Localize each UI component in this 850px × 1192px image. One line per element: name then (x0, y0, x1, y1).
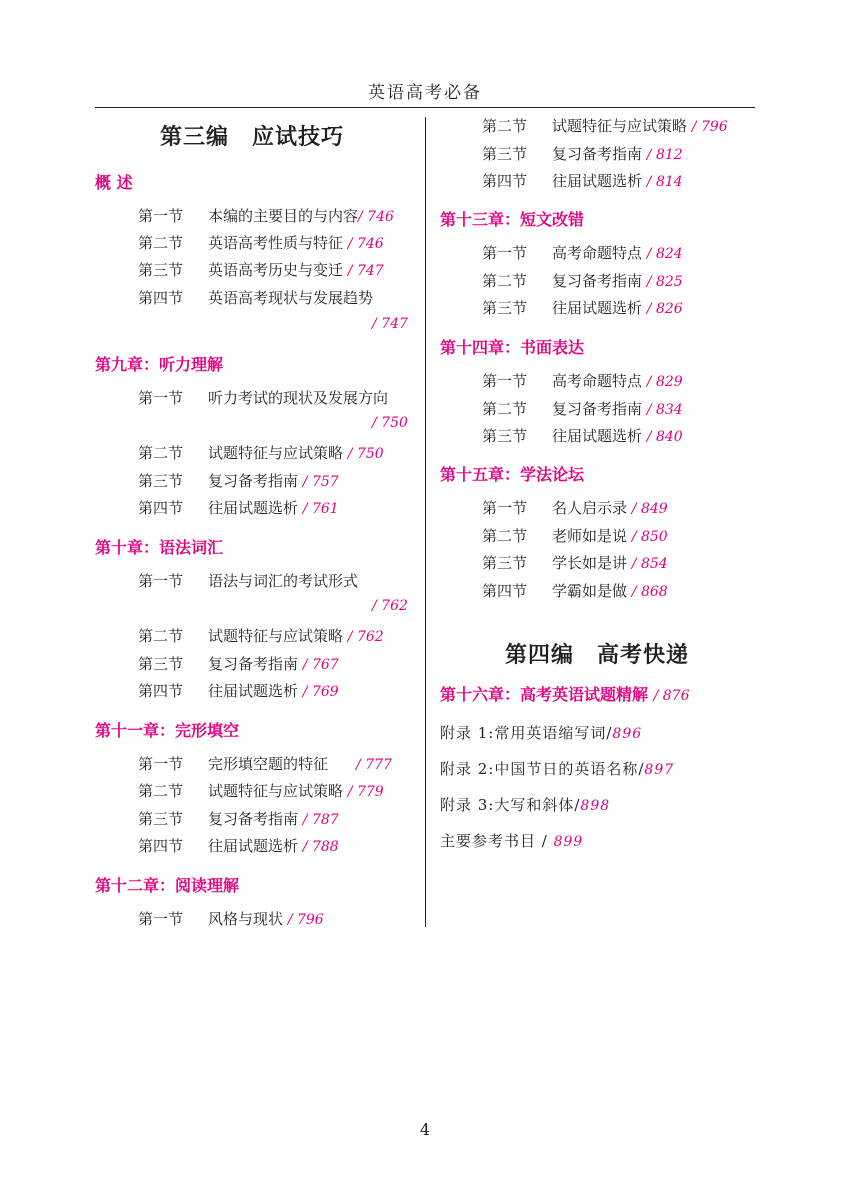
toc-entry[interactable]: 第三节 复习备考指南 / 787 (138, 810, 339, 828)
chapter-10: 第十章：语法词汇 (95, 538, 224, 557)
toc-entry[interactable]: 第二节 复习备考指南 / 834 (482, 400, 683, 418)
toc-entry[interactable]: 第一节 语法与词汇的考试形式 (138, 572, 359, 590)
toc-entry[interactable]: 第二节 英语高考性质与特征 / 746 (138, 234, 384, 252)
appendix-3[interactable]: 附录 3:大写和斜体/898 (440, 796, 611, 814)
toc-entry[interactable]: 第三节 英语高考历史与变迁 / 747 (138, 261, 384, 279)
chapter-14: 第十四章：书面表达 (440, 338, 585, 357)
toc-entry[interactable]: 第一节 听力考试的现状及发展方向 (138, 389, 389, 407)
page-ref[interactable]: / 747 (372, 316, 408, 332)
toc-entry[interactable]: 第四节 往届试题选析 / 788 (138, 837, 339, 855)
chapter-12: 第十二章：阅读理解 (95, 876, 240, 895)
toc-entry[interactable]: 第二节 试题特征与应试策略 / 750 (138, 444, 384, 462)
part-title-3: 第三编 应试技巧 (160, 124, 345, 150)
toc-entry[interactable]: 第三节 往届试题选析 / 840 (482, 427, 683, 445)
toc-entry[interactable]: 第二节 复习备考指南 / 825 (482, 272, 683, 290)
running-header: 英语高考必备 (368, 83, 482, 103)
toc-entry[interactable]: 第二节 试题特征与应试策略 / 762 (138, 627, 384, 645)
chapter-16[interactable]: 第十六章：高考英语试题精解 / 876 (440, 685, 690, 704)
toc-entry[interactable]: 第四节 英语高考现状与发展趋势 (138, 289, 374, 307)
toc-entry[interactable]: 第二节 试题特征与应试策略 / 796 (482, 117, 728, 135)
toc-entry[interactable]: 第三节 学长如是讲 / 854 (482, 554, 668, 572)
column-divider (425, 117, 426, 927)
toc-entry[interactable]: 第一节 名人启示录 / 849 (482, 499, 668, 517)
toc-entry[interactable]: 第一节 高考命题特点 / 829 (482, 372, 683, 390)
chapter-15: 第十五章：学法论坛 (440, 465, 585, 484)
chapter-9: 第九章：听力理解 (95, 355, 224, 374)
toc-entry[interactable]: 第三节 复习备考指南 / 767 (138, 655, 339, 673)
toc-entry[interactable]: 第四节 往届试题选析 / 761 (138, 499, 339, 517)
page-number: 4 (419, 1120, 431, 1139)
toc-entry[interactable]: 第二节 试题特征与应试策略 / 779 (138, 782, 384, 800)
toc-entry[interactable]: 第一节 高考命题特点 / 824 (482, 244, 683, 262)
chapter-overview: 概 述 (95, 173, 133, 192)
chapter-13: 第十三章：短文改错 (440, 210, 585, 229)
references[interactable]: 主要参考书目 / 899 (440, 832, 584, 850)
toc-entry[interactable]: 第四节 往届试题选析 / 814 (482, 172, 683, 190)
chapter-11: 第十一章：完形填空 (95, 721, 240, 740)
toc-entry[interactable]: 第一节 完形填空题的特征 / 777 (138, 755, 392, 773)
appendix-2[interactable]: 附录 2:中国节日的英语名称/897 (440, 760, 675, 778)
toc-entry[interactable]: 第二节 老师如是说 / 850 (482, 527, 668, 545)
toc-entry[interactable]: 第一节 本编的主要目的与内容/ 746 (138, 207, 394, 225)
header-rule (95, 107, 755, 108)
appendix-1[interactable]: 附录 1:常用英语缩写词/896 (440, 724, 643, 742)
toc-entry[interactable]: 第三节 往届试题选析 / 826 (482, 299, 683, 317)
toc-entry[interactable]: 第四节 学霸如是做 / 868 (482, 582, 668, 600)
toc-entry[interactable]: 第三节 复习备考指南 / 812 (482, 145, 683, 163)
part-title-4: 第四编 高考快递 (505, 642, 690, 668)
toc-entry[interactable]: 第三节 复习备考指南 / 757 (138, 472, 339, 490)
toc-entry[interactable]: 第一节 风格与现状 / 796 (138, 910, 324, 928)
page-ref[interactable]: / 762 (372, 598, 408, 614)
toc-entry[interactable]: 第四节 往届试题选析 / 769 (138, 682, 339, 700)
page-ref[interactable]: / 750 (372, 415, 408, 431)
